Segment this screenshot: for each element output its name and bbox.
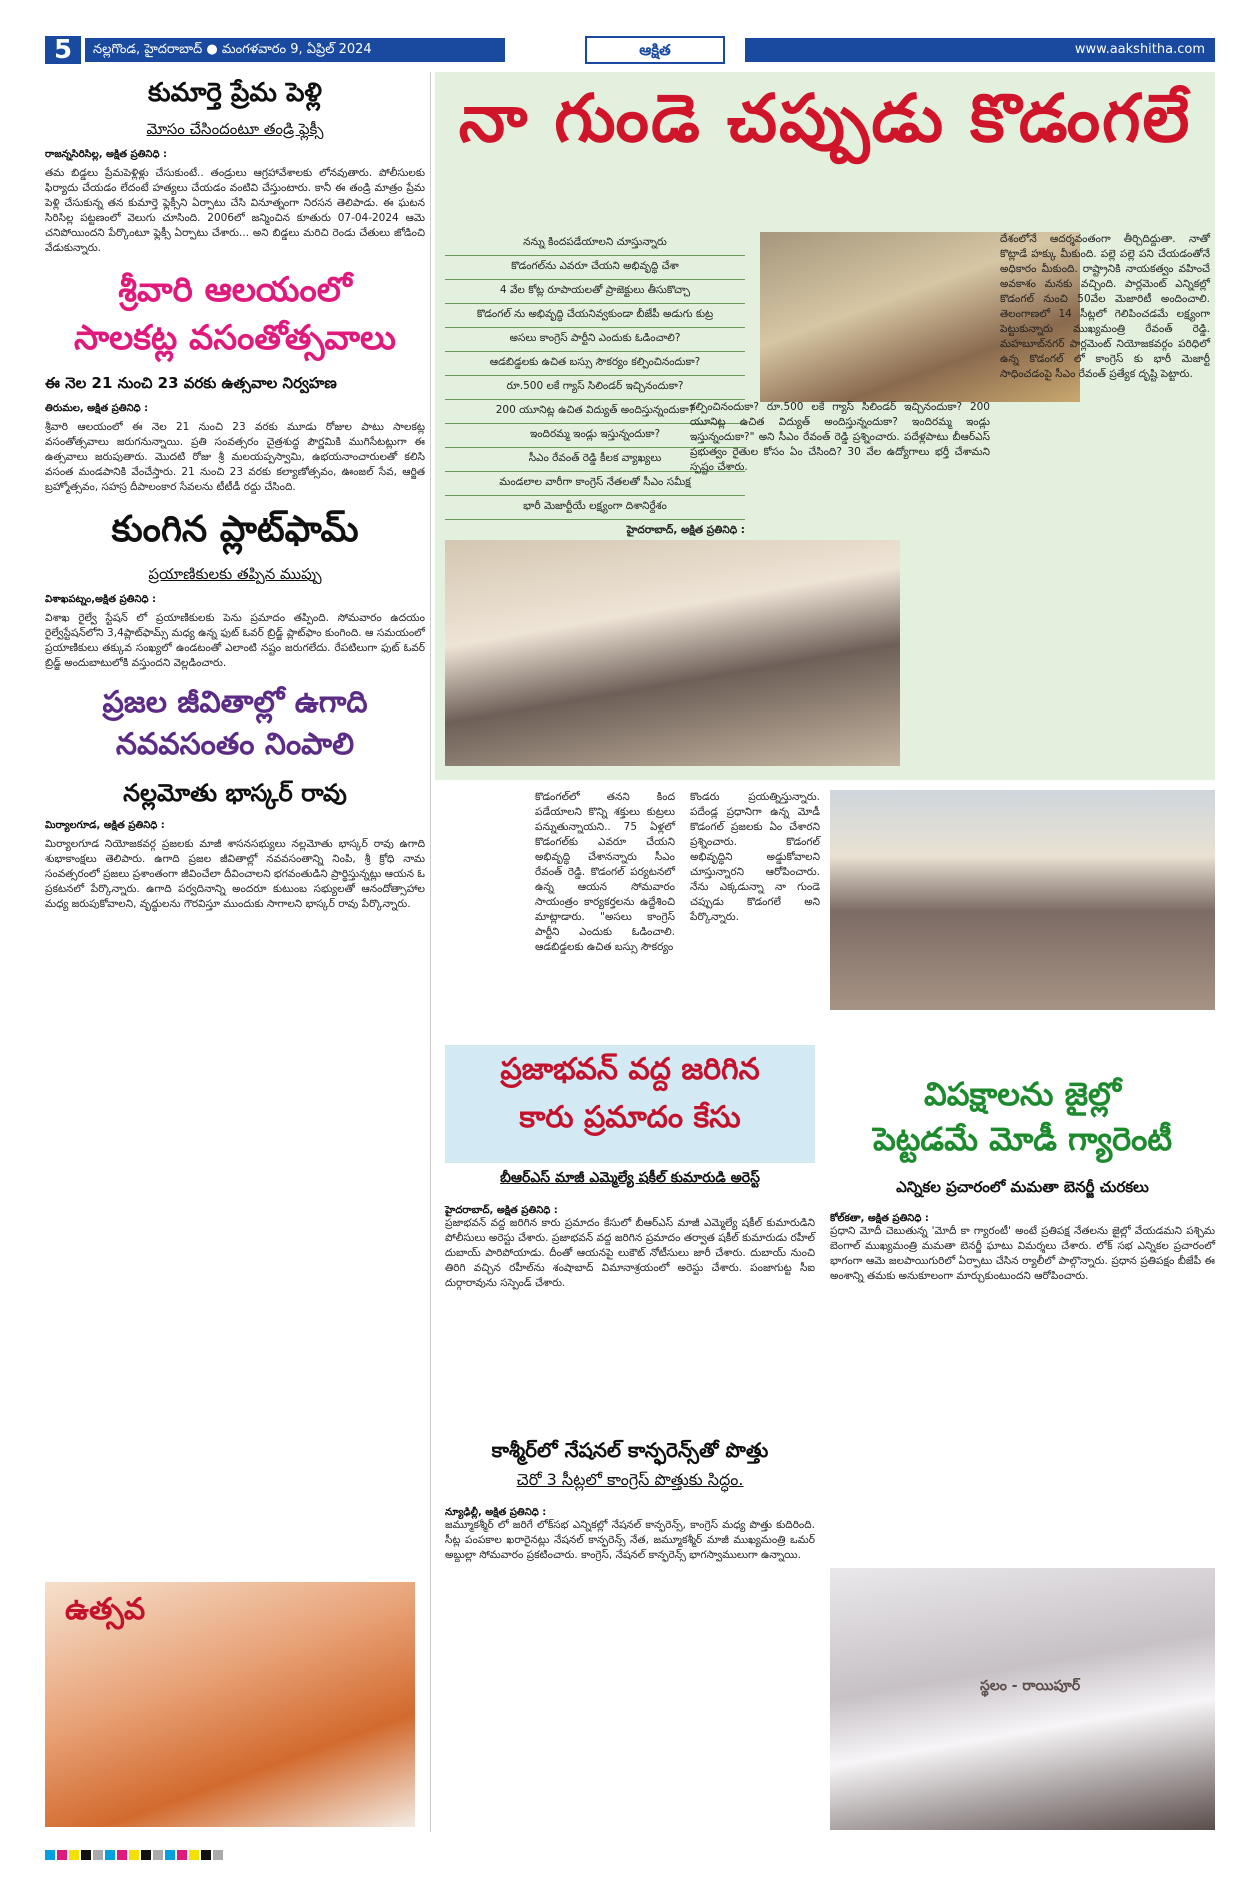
left-column <box>45 72 425 912</box>
lead-column-right: దేశంలోనే ఆదర్శవంతంగా తీర్చిదిద్దుతా. నాతో కొట్లాడే హక్కు మీకుంది. పల్లె పల్లె పని చేయడంతోనే అధికారం మీకుంది. రాష్ట్రానికి నాయకత్వం వహించే అవకాశం మనకు వచ్చింది. పార్లమెంట్ ఎన్నికల్లో కొడంగల్ నుంచి 50వేల మెజారిటీ అందించాలి. తెలంగాణలో 14 సీట్లలో గెలిపించడమే లక్ష్యంగా పెట్టుకున్నారు ముఖ్యమంత్రి రేవంత్ రెడ్డి. మహబూబ్‌నగర్ పార్లమెంట్ నియోజకవర్గం పరిధిలో ఉన్న కొడంగల్ లో కాంగ్రెస్ కు భారీ మెజార్టీ సాధించడంపై సీఎం రేవంత్ ప్రత్యేక దృష్టి పెట్టారు. <box>1000 233 1210 380</box>
highlight-item: 4 వేల కోట్ల రూపాయలతో ప్రాజెక్టులు తీసుకొచ్చా <box>445 280 745 304</box>
lead-column-bottom2: కొండరు ప్రయత్నిస్తున్నారు. పదేండ్ల ప్రధానిగా ఉన్న మోడీ కొడంగల్ ప్రజలకు ఏం చేశారని ప్రశ్నించారు. కొడంగల్ అభివృద్ధిని అడ్డుకోవాలని చూస్తున్నారని ఆరోపించారు. నేను ఎక్కడున్నా నా గుండె చప్పుడు కొడంగలే అని పేర్కొన్నారు. <box>690 791 820 923</box>
highlight-item: సీఎం రేవంత్ రెడ్డి కీలక వ్యాఖ్యలు <box>445 448 745 472</box>
highlight-item: ఆడబిడ్డలకు ఉచిత బస్సు సౌకర్యం కల్పించినందుకా? <box>445 352 745 376</box>
highlight-item: కొడంగల్ ను అభివృద్ధి చేయనివ్వకుండా బీజేపీ అడుగు కుట్ర <box>445 304 745 328</box>
lead-column-bottom1: కొడంగల్‌లో తనని కింద పడేయాలని కొన్ని శక్తులు కుట్రలు పన్నుతున్నాయని.. 75 ఏళ్లలో కొడంగల్‌కు ఎవరూ చేయని అభివృద్ధి చేశానన్నారు సీఎం రేవంత్ రెడ్డి. కొడంగల్ పర్యటనలో ఉన్న ఆయన సోమవారం సాయంత్రం కార్యకర్తలను ఉద్దేశించి మాట్లాడారు. "అసలు కాంగ్రెస్ పార్టీని ఎందుకు ఓడించాలి. ఆడబిడ్డలకు ఉచిత బస్సు సౌకర్యం <box>535 791 675 953</box>
print-color-strip <box>45 1845 1215 1855</box>
lead-headline: నా గుండె చప్పుడు కొడంగలే <box>458 80 1192 157</box>
story4-body: మిర్యాలగూడ నియోజకవర్గ ప్రజలకు మాజీ శాసనసభ్యులు నల్లమోతు భాస్కర్ రావు ఉగాది శుభాకాంక్షలు తెలిపారు. ఉగాది ప్రజల జీవితాల్లో నవవసంతాన్ని నింపి, శ్రీ క్రోధి నామ సంవత్సరంలో ప్రజలు ప్రశాంతంగా జీవించేలా దీవించాలని భగవంతుడిని ప్రార్థిస్తున్నట్లు ఆయన ఓ ప్రకటనలో పేర్కొన్నారు. ఉగాది పర్వదినాన్ని అందరూ కుటుంబ సభ్యులతో ఆనందోత్సాహాల మధ్య జరుపుకోవాలని, వృద్ధులను గౌరవిస్తూ ముందుకు సాగాలని భాస్కర్ రావు పేర్కొన్నారు. <box>45 838 425 910</box>
highlight-item: ఇందిరమ్మ ఇండ్లు ఇస్తున్నందుకా? <box>445 424 745 448</box>
highlight-item: కొడంగల్‌ను ఎవరూ చేయని అభివృద్ధి చేశా <box>445 256 745 280</box>
page-number: 5 <box>45 36 81 64</box>
story4-byline: నల్లమోతు భాస్కర్ రావు <box>123 779 347 807</box>
story3-body: విశాఖ రైల్వే స్టేషన్ లో ప్రయాణికులకు పెను ప్రమాదం తప్పింది. సోమవారం ఉదయం రైల్వేస్టేషన్‌లోని 3,4ప్లాట్‌ఫామ్స్ మధ్య ఉన్న ఫుట్ ఓవర్ బ్రిడ్జ్ ప్లాట్‌ఫాం కుంగింది. ఆ సమయంలో ప్రయాణికులు తక్కువ సంఖ్యలో ఉండటంతో ఎలాంటి నష్టం జరుగలేదు. రేపటిలుగా ఫుట్ ఓవర్ బ్రిడ్జ్ అందుబాటులోకి వస్తుందని వెల్లడించారు. <box>45 612 425 669</box>
lead-dateline: హైదరాబాద్, అక్షిత ప్రతినిధి : <box>626 524 745 536</box>
story1-dateline: రాజన్నసిరిసిల్ల, అక్షిత ప్రతినిధి : <box>45 149 167 160</box>
car-story-subtitle: బీఆర్ఎస్ మాజీ ఎమ్మెల్యే షకీల్ కుమారుడి అరెస్ట్ <box>500 1170 760 1186</box>
mamata-story-body: ప్రధాని మోదీ చెబుతున్న 'మోదీ కా గ్యారంటీ' అంటే ప్రతిపక్ష నేతలను జైల్లో వేయడమని పశ్చిమ బెంగాల్ ముఖ్యమంత్రి మమతా బెనర్జీ ఘాటు విమర్శలు చేశారు. లోక్ సభ ఎన్నికల ప్రచారంలో భాగంగా ఆమె జలపాయిగురిలో ఏర్పాటు చేసిన ర్యాలీలో పాల్గొన్నారు. ప్రధాన ప్రతిపక్షం బీజేపీ ఈ అంశాన్ని తమకు అనుకూలంగా మార్చుకుంటుందని ఆరోపించారు. <box>830 1225 1215 1282</box>
highlight-item: 200 యూనిట్ల ఉచిత విద్యుత్ అందిస్తున్నందుకా? <box>445 400 745 424</box>
story1-subtitle: మోసం చేసిందంటూ తండ్రి ఫ్లెక్సీ <box>146 120 324 138</box>
website-link[interactable]: www.aakshitha.com <box>745 38 1215 62</box>
mamata-story-title-line1: విపక్షాలను జైల్లో <box>924 1075 1121 1113</box>
highlight-item: మండలాల వారీగా కాంగ్రెస్ నేతలతో సీఎం సమీక్ష <box>445 472 745 496</box>
car-story-dateline: హైదరాబాద్, అక్షిత ప్రతినిధి : <box>445 1205 558 1216</box>
page-header <box>45 36 1215 64</box>
story2-title-line2: సాలకట్ల వసంతోత్సవాలు <box>74 318 396 358</box>
photo-public-gathering <box>830 790 1215 1010</box>
photo-bhaskar-rao <box>45 1582 415 1827</box>
story2-dateline: తిరుమల, అక్షిత ప్రతినిధి : <box>45 403 149 414</box>
story4-title-line1: ప్రజల జీవితాల్లో ఉగాది <box>102 685 368 720</box>
mamata-story-title-line2: పెట్టడమే మోడీ గ్యారెంటీ <box>872 1120 1173 1158</box>
car-story-body: ప్రజాభవన్ వద్ద జరిగిన కారు ప్రమాదం కేసులో బీఆర్ఎస్ మాజీ ఎమ్మెల్యే షకీల్ కుమారుడిని పోలీసులు అరెస్టు చేశారు. ప్రజాభవన్ వద్ద జరిగిన ప్రమాదం తర్వాత షకీల్ కుమారుడు రహీల్ దుబాయ్ పారిపోయాడు. దీంతో ఆయనపై లుకౌట్ నోటీసులు జారీ చేశారు. దుబాయ్ నుంచి తిరిగి వచ్చిన రహీల్‌ను శంషాబాద్ విమానాశ్రయంలో అరెస్టు చేశారు. పంజాగుట్ట సీఐ దుర్గారావును సస్పెండ్ చేశారు. <box>445 1217 815 1289</box>
story2-subtitle: ఈ నెల 21 నుంచి 23 వరకు ఉత్సవాల నిర్వహణ <box>45 374 337 392</box>
lead-column-middle: కల్పించినందుకా? రూ.500 లకే గ్యాస్ సిలిండర్ ఇచ్చినందుకా? 200 యూనిట్ల ఉచిత విద్యుత్ అందిస్తున్నందుకా? ఇందిరమ్మ ఇండ్లు ఇస్తున్నందుకా?" అని సీఎం రేవంత్ రెడ్డి ప్రశ్నించారు. పదేళ్లపాటు బీఆర్ఎస్ ప్రభుత్వం రైతుల కోసం ఏం చేసింది? 30 వేల ఉద్యోగాలు భర్తీ చేశామని స్పష్టం చేశారు. <box>690 401 990 473</box>
photo-review-meeting <box>445 540 900 766</box>
story1-title: కుమార్తె ప్రేమ పెళ్లి <box>148 78 322 108</box>
story2-title-line1: శ్రీవారి ఆలయంలో <box>118 270 352 310</box>
masthead-logo: ఆక్షిత <box>585 36 725 64</box>
story1-body: తమ బిడ్డలు ప్రేమపెళ్లిళ్లు చేసుకుంటే.. తండ్రులు ఆగ్రహావేశాలకు లోనవుతారు. పోలీసులకు ఫిర్యాదు చేయడం లేదంటే హత్యలు చేయడం వంటివి చేస్తుంటారు. కానీ ఈ తండ్రి మాత్రం ప్రేమ పెళ్లి చేసుకున్న తన కుమార్తె ఫ్లెక్సీని ఏర్పాటు చేసి వినూత్నంగా నిరసన తెలిపాడు. ఈ ఘటన సిరిసిల్ల పట్టణంలో వెలుగు చూసింది. 2006లో జన్మించిన కూతురు 07-04-2024 ఆమె చనిపోయిందని పేర్కొంటూ ఫ్లెక్సీ ఏర్పాటు చేశారు... అని బిడ్డలు మరిచి రెండు చేతులు జోడించి వేడుకున్నారు. <box>45 167 425 254</box>
story3-title: కుంగిన ప్లాట్‌ఫామ్ <box>111 509 359 550</box>
story3-subtitle: ప్రయాణికులకు తప్పిన ముప్పు <box>148 565 322 583</box>
kashmir-story-body: జమ్మూకశ్మీర్ లో జరిగే లోక్‌సభ ఎన్నికల్లో నేషనల్ కాన్ఫరెన్స్, కాంగ్రెస్ మధ్య పొత్తు కుదిరింది. సీట్ల పంపకాల ఖరారైనట్లు నేషనల్ కాన్ఫరెన్స్ నేత, జమ్మూకశ్మీర్ మాజీ ముఖ్యమంత్రి ఒమర్ అబ్దుల్లా సోమవారం ప్రకటించారు. కాంగ్రెస్, నేషనల్ కాన్ఫరెన్స్ భాగస్వాములుగా ఉన్నాయి. <box>445 1519 815 1561</box>
car-story-title-line2: కారు ప్రమాదం కేసు <box>519 1100 741 1135</box>
story4-title-line2: నవవసంతం నింపాలి <box>115 727 355 762</box>
mamata-story-dateline: కోల్‌కతా, అక్షిత ప్రతినిధి : <box>830 1213 929 1224</box>
story2-body: శ్రీవారి ఆలయంలో ఈ నెల 21 నుంచి 23 వరకు మూడు రోజుల పాటు సాలకట్ల వసంతోత్సవాలు జరుగనున్నాయి. ప్రతి సంవత్సరం చైత్రశుద్ధ పౌర్ణమికి ముగిసేటట్లుగా ఈ ఉత్సవాలు జరుపుతారు. మొదటి రోజు శ్రీ మలయప్పస్వామి, ఉభయనాంచారులతో కలిసి వసంత మండపానికి వేంచేస్తారు. 21 నుంచి 23 వరకు కల్యాణోత్సవం, ఊంజల్ సేవ, ఆర్జిత బ్రహ్మోత్సవం, సహస్ర దీపాలంకార సేవలను టీటీడీ రద్దు చేసింది. <box>45 421 425 493</box>
kashmir-story-dateline: న్యూఢిల్లీ, అక్షిత ప్రతినిధి : <box>445 1507 547 1518</box>
story4-dateline: మిర్యాలగూడ, అక్షిత ప్రతినిధి : <box>45 820 165 831</box>
kashmir-story-title: కాశ్మీర్‌లో నేషనల్ కాన్ఫరెన్స్‌తో పొత్తు <box>491 1438 769 1462</box>
mamata-story-subtitle: ఎన్నికల ప్రచారంలో మమతా బెనర్జీ చురకలు <box>896 1178 1149 1196</box>
highlight-item: నన్ను కిందపడేయాలని చూస్తున్నారు <box>445 232 745 256</box>
photo-banner-text: ఉత్సవ <box>65 1592 146 1627</box>
kashmir-story-subtitle: చెరో 3 సీట్లలో కాంగ్రెస్ పొత్తుకు సిద్ధం. <box>516 1470 744 1489</box>
story3-dateline: విశాఖపట్నం,అక్షిత ప్రతినిధి : <box>45 594 157 605</box>
highlight-item: భారీ మెజార్టీయే లక్ష్యంగా దిశానిర్దేశం <box>445 496 745 520</box>
edition-date: నల్లగొండ, హైదరాబాద్ ● మంగళవారం 9, ఏప్రిల్ 2024 <box>85 38 505 62</box>
column-divider <box>430 72 431 1832</box>
car-story-title-line1: ప్రజాభవన్ వద్ద జరిగిన <box>500 1052 760 1087</box>
photo-banner-text: స్థలం - రాయిపూర్ <box>980 1678 1081 1694</box>
photo-mamata-rally <box>830 1568 1215 1830</box>
highlight-item: రూ.500 లకే గ్యాస్ సిలిండర్ ఇచ్చినందుకా? <box>445 376 745 400</box>
lead-highlights <box>445 232 745 543</box>
highlight-item: అసలు కాంగ్రెస్ పార్టీని ఎందుకు ఓడించాలి? <box>445 328 745 352</box>
